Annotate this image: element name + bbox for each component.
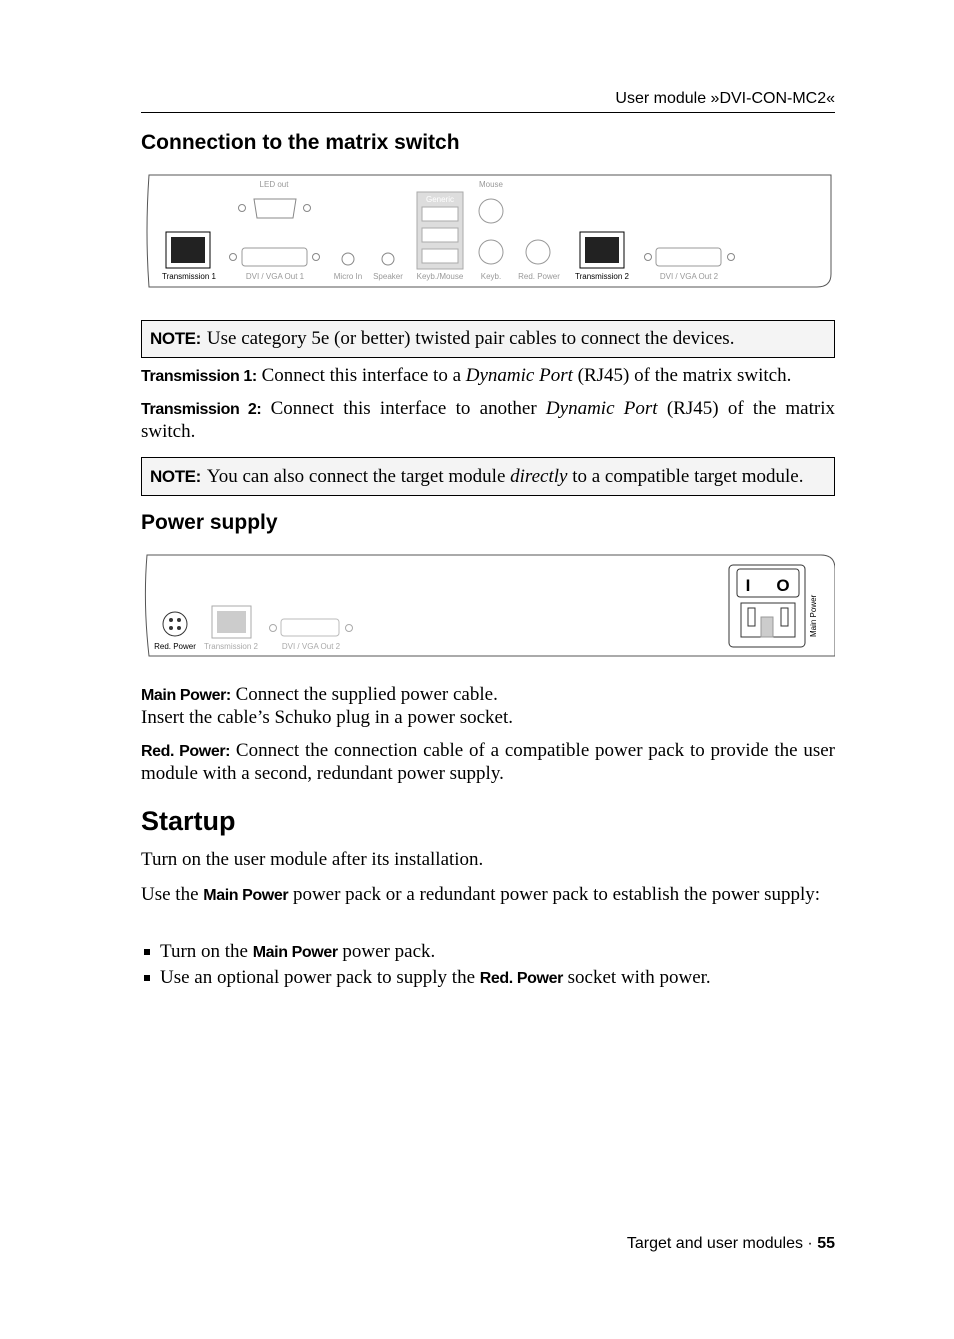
section-heading-matrix: Connection to the matrix switch: [141, 131, 460, 154]
dvi-vga-out2-port: [656, 248, 721, 266]
speaker-label: Speaker: [373, 272, 403, 281]
startup-p2-before: Use the: [141, 884, 204, 905]
dvi-vga-out1-label: DVI / VGA Out 1: [245, 272, 305, 281]
transmission2-text-after: (RJ45) of the matrix switch.: [141, 398, 835, 442]
note2-italic: directly: [510, 465, 568, 487]
transmission1-label: Transmission 1: [162, 272, 216, 281]
micro-in-jack: [342, 253, 354, 265]
transmission2-term: Transmission 2:: [141, 401, 262, 418]
rear-panel-diagram-matrix: [141, 172, 835, 290]
chapter-heading-startup: Startup: [141, 806, 236, 836]
transmission2-text: Connect this interface to another: [261, 398, 546, 419]
keyb-ps2-port: [479, 240, 503, 264]
main-power-paragraph: [141, 684, 835, 729]
transmission2-label: Transmission 2: [204, 642, 258, 651]
red-power-port: [163, 612, 187, 636]
dvi-vga-out2-label: DVI / VGA Out 2: [659, 272, 719, 281]
speaker-jack: [382, 253, 394, 265]
red-power-paragraph: [141, 740, 835, 785]
main-power-line2: Insert the cable’s Schuko plug in a power socket.: [141, 707, 513, 728]
list-item: [141, 941, 835, 967]
header-rule: [141, 112, 835, 113]
footer-text: Target and user modules ·: [626, 1235, 818, 1252]
red-power-label: Red. Power: [518, 272, 560, 281]
startup-p2-term: Main Power: [203, 887, 289, 904]
step-text: Turn on the: [160, 941, 253, 962]
red-power-port: [526, 240, 550, 264]
startup-p2-after: power pack or a redundant power pack to establish the power supply:: [288, 884, 821, 905]
red-power-text: Connect the connection cable of a compatible power pack to provide the user module with a second, redundant power supply.: [141, 740, 836, 784]
micro-in-label: Micro In: [333, 272, 363, 281]
rear-panel-diagram-power: [141, 553, 835, 659]
transmission1-paragraph: [141, 365, 835, 388]
note-label: NOTE:: [150, 466, 201, 486]
step-text-after: socket with power.: [562, 967, 711, 988]
section-heading-power: Power supply: [141, 511, 278, 534]
step-text: Use an optional power pack to supply the: [160, 967, 480, 988]
mouse-ps2-port: [479, 199, 503, 223]
step-term: Red. Power: [479, 970, 563, 987]
dvi-vga-out1-port: [242, 248, 307, 266]
main-power-line1: Connect the supplied power cable.: [230, 684, 498, 705]
switch-off-mark: O: [776, 576, 790, 595]
list-item: [141, 967, 835, 993]
dvi-vga-out2-label: DVI / VGA Out 2: [281, 642, 341, 651]
page-number: 55: [817, 1235, 835, 1252]
transmission2-label: Transmission 2: [575, 272, 629, 281]
transmission1-rj45-port: [171, 237, 205, 263]
note-text: [207, 466, 804, 488]
generic-label: Generic: [425, 195, 455, 204]
keyb-mouse-label: Keyb./Mouse: [416, 272, 464, 281]
usb-port: [422, 228, 458, 242]
transmission1-text-after: (RJ45) of the matrix switch.: [572, 365, 792, 386]
transmission2-paragraph: [141, 398, 835, 443]
switch-on-mark: I: [745, 576, 751, 595]
red-power-term: Red. Power:: [141, 743, 231, 760]
led-out-label: LED out: [259, 180, 289, 189]
red-power-label: Red. Power: [154, 642, 196, 651]
startup-intro: Turn on the user module after its installation.: [141, 849, 484, 870]
transmission1-italic: Dynamic Port: [465, 365, 573, 386]
usb-port: [422, 207, 458, 221]
main-power-term: Main Power:: [141, 687, 231, 704]
note2-text-after: to a compatible target module.: [567, 465, 804, 487]
note-box-direct: [141, 457, 835, 496]
note-box-cables: [141, 320, 835, 358]
step-text-after: power pack.: [337, 941, 436, 962]
keyb-label: Keyb.: [480, 272, 502, 281]
main-power-label: Main Power: [809, 594, 818, 637]
transmission1-text: Connect this interface to a: [256, 365, 466, 386]
note-text: Use category 5e (or better) twisted pair cables to connect the devices.: [206, 328, 735, 349]
step-term: Main Power: [252, 944, 338, 961]
usb-port: [422, 249, 458, 263]
led-out-port: [254, 199, 296, 218]
startup-paragraph: [141, 884, 835, 907]
startup-steps-list: [141, 941, 835, 993]
transmission2-italic: Dynamic Port: [545, 398, 658, 419]
mouse-label: Mouse: [478, 180, 504, 189]
transmission2-rj45-port: [217, 611, 246, 633]
note-label: NOTE:: [150, 329, 201, 348]
transmission2-rj45-port: [585, 237, 619, 263]
page-footer: [627, 1235, 835, 1253]
transmission1-term: Transmission 1:: [141, 368, 257, 385]
note2-text-before: You can also connect the target module: [206, 465, 511, 487]
dvi-vga-out2-port: [281, 619, 339, 636]
running-header: User module »DVI-CON-MC2«: [615, 90, 835, 107]
